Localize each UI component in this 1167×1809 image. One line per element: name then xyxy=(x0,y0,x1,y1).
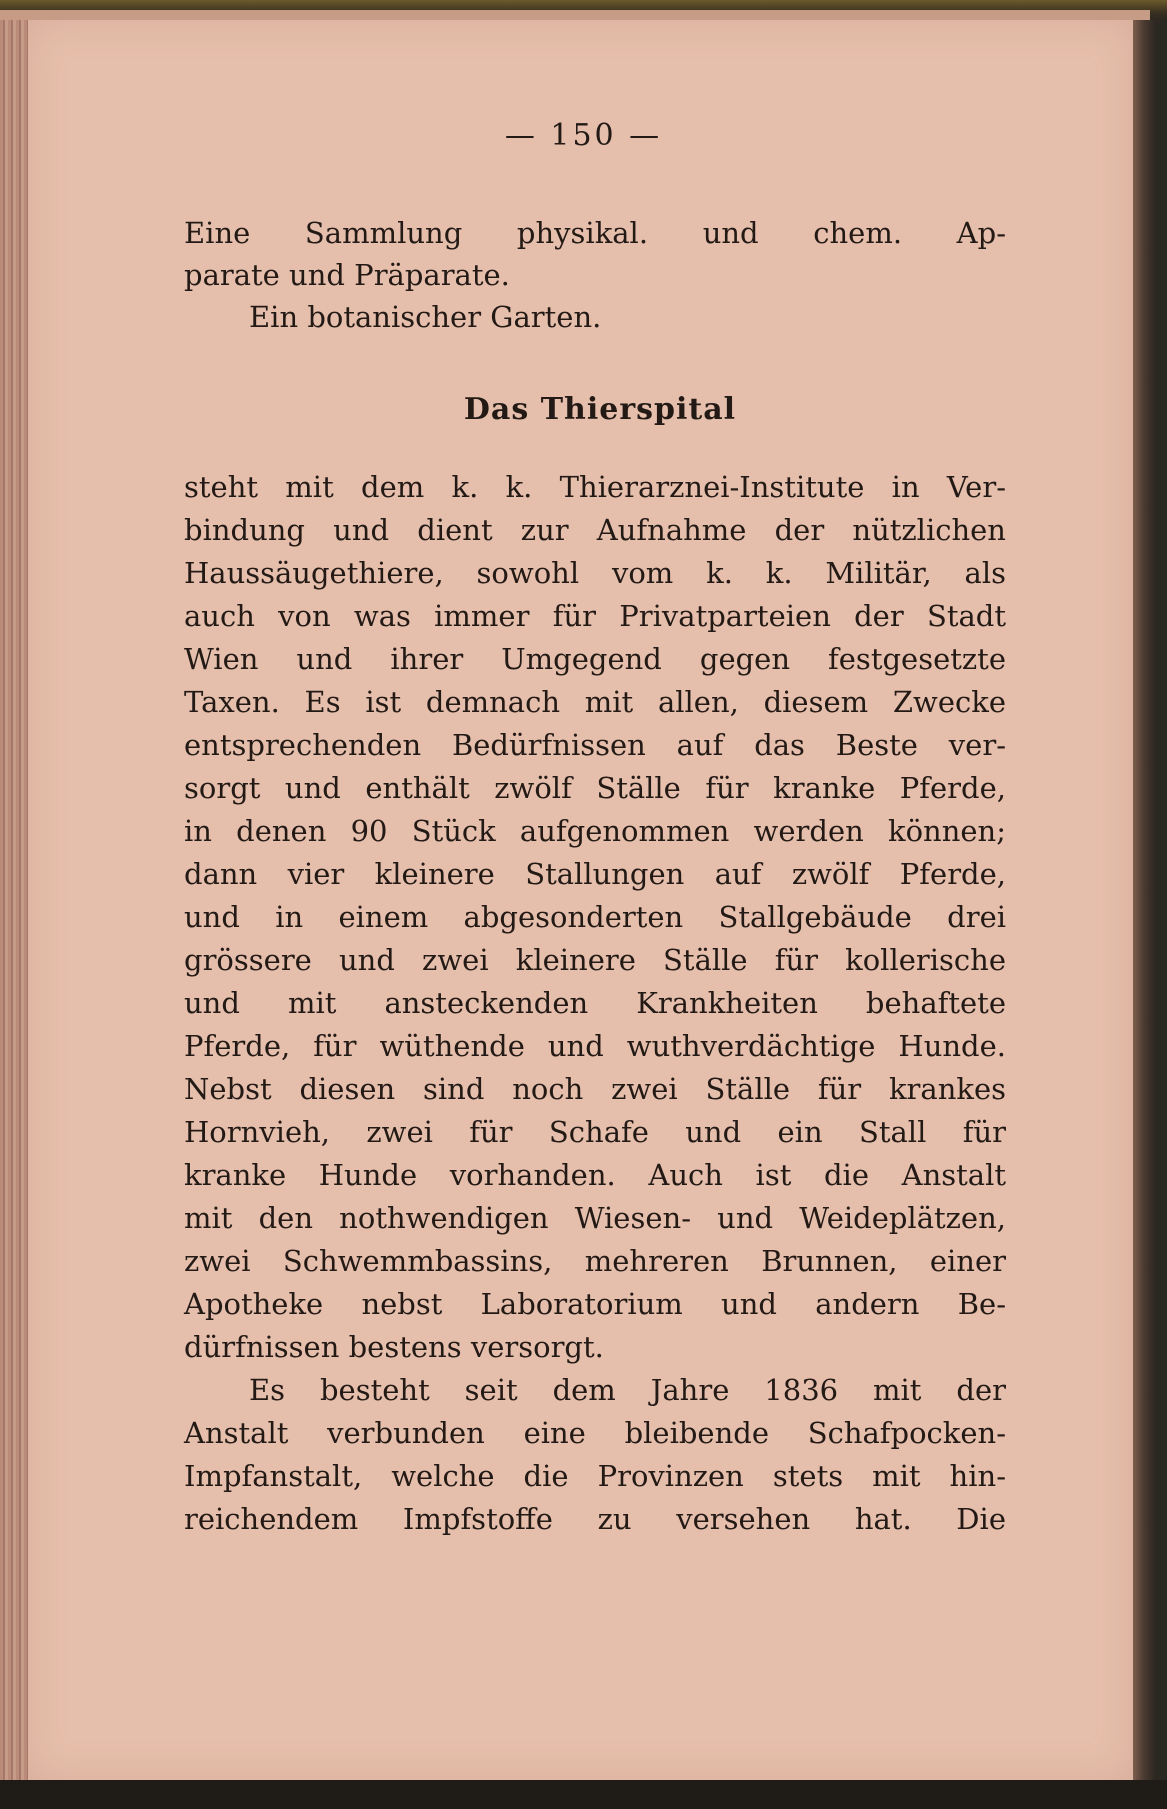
body-line: kranke Hunde vorhanden. Auch ist die Anstalt xyxy=(184,1158,1006,1192)
page-fore-edge xyxy=(1133,20,1155,1780)
body-line: Pferde, für wüthende und wuthverdächtige Hunde. xyxy=(184,1029,1006,1063)
body-line: bindung und dient zur Aufnahme der nützlichen xyxy=(184,513,1006,547)
body-line: Impfanstalt, welche die Provinzen stets mit hin- xyxy=(184,1459,1006,1493)
body-line: entsprechenden Bedürfnissen auf das Beste ver- xyxy=(184,728,1006,762)
intro-line: Eine Sammlung physikal. und chem. Ap- xyxy=(184,216,1006,250)
body-line: dürfnissen bestens versorgt. xyxy=(184,1330,604,1364)
body-line: grössere und zwei kleinere Ställe für kollerische xyxy=(184,943,1006,977)
body-line: Anstalt verbunden eine bleibende Schafpocken- xyxy=(184,1416,1006,1450)
body-line: Nebst diesen sind noch zwei Ställe für krankes xyxy=(184,1072,1006,1106)
body-line: auch von was immer für Privatparteien der Stadt xyxy=(184,599,1006,633)
body-line: und mit ansteckenden Krankheiten behaftete xyxy=(184,986,1006,1020)
book-bottom-edge xyxy=(0,1780,1167,1809)
body-line: Taxen. Es ist demnach mit allen, diesem Zwecke xyxy=(184,685,1006,719)
book-binding-edge xyxy=(0,20,28,1780)
body-line: sorgt und enthält zwölf Ställe für kranke Pferde, xyxy=(184,771,1006,805)
body-line: Hornvieh, zwei für Schafe und ein Stall für xyxy=(184,1115,1006,1149)
body-line: reichendem Impfstoffe zu versehen hat. Die xyxy=(184,1502,1006,1536)
body-line: Apotheke nebst Laboratorium und andern Be- xyxy=(184,1287,1006,1321)
body-line: Es besteht seit dem Jahre 1836 mit der xyxy=(249,1373,1006,1407)
body-line: Haussäugethiere, sowohl vom k. k. Militär, als xyxy=(184,556,1006,590)
body-line: zwei Schwemmbassins, mehreren Brunnen, einer xyxy=(184,1244,1006,1278)
body-line: mit den nothwendigen Wiesen- und Weideplätzen, xyxy=(184,1201,1006,1235)
body-line: Wien und ihrer Umgegend gegen festgesetzte xyxy=(184,642,1006,676)
page-number-header: — 150 — xyxy=(504,118,663,153)
intro-line: parate und Präparate. xyxy=(184,258,510,292)
section-title: Das Thierspital xyxy=(463,392,737,427)
body-line: dann vier kleinere Stallungen auf zwölf Pferde, xyxy=(184,857,1006,891)
body-line: steht mit dem k. k. Thierarznei-Institute in Ver- xyxy=(184,470,1006,504)
body-line: und in einem abgesonderten Stallgebäude drei xyxy=(184,900,1006,934)
body-line: in denen 90 Stück aufgenommen werden können; xyxy=(184,814,1006,848)
intro-line: Ein botanischer Garten. xyxy=(249,300,602,334)
